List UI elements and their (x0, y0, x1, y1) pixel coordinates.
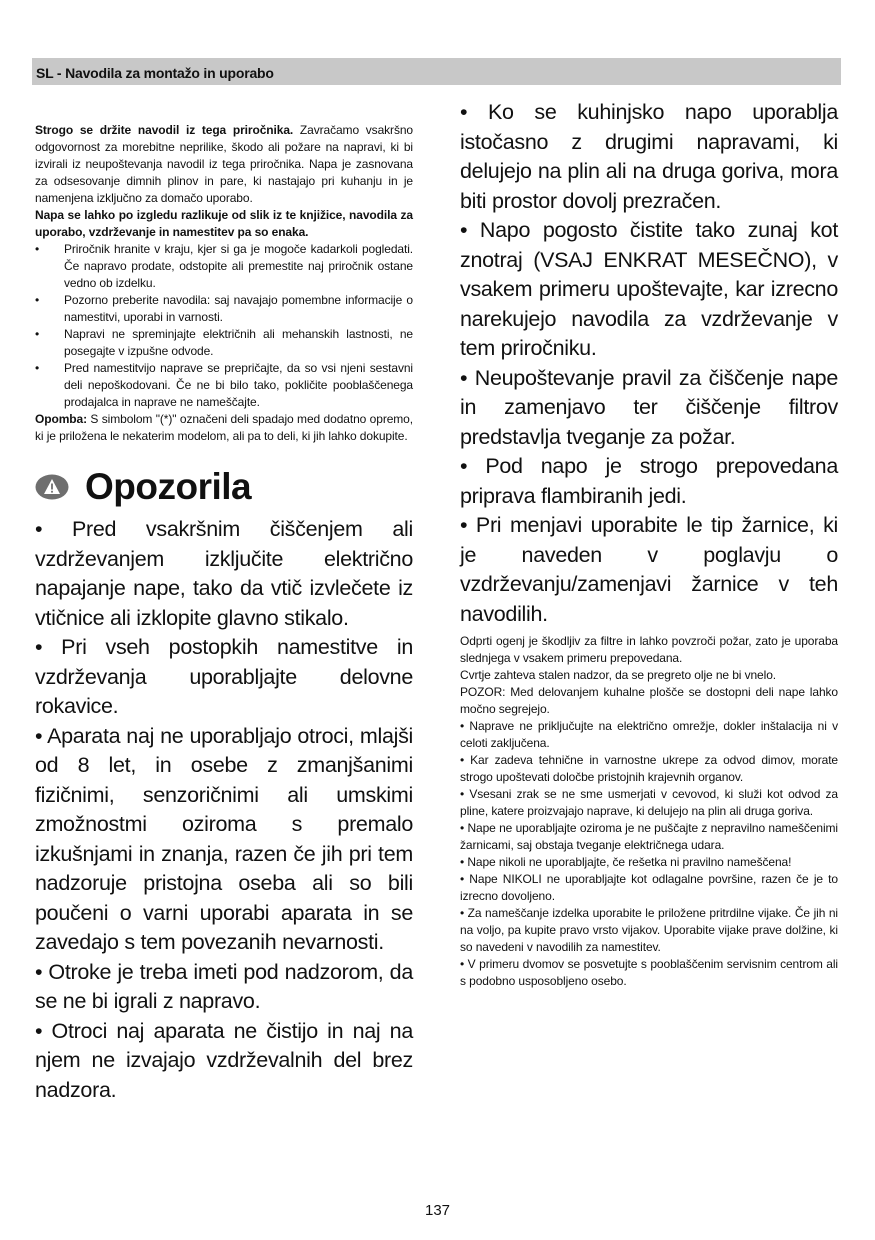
warnings-heading (35, 465, 413, 509)
safety-note: • V primeru dvomov se posvetujte s pooblaščenim servisnim centrom ali s podobno usposobljeno osebo. (460, 957, 838, 988)
note-paragraph (35, 411, 413, 445)
bullet-symbol: • (35, 361, 40, 375)
safety-note: • Nape nikoli ne uporabljajte, če rešetka ni pravilno nameščena! (460, 855, 792, 869)
warning-item: • Otroke je treba imeti pod nadzorom, da se ne bi igrali z napravo. (35, 959, 413, 1013)
warnings-title: Opozorila (85, 466, 252, 507)
list-item (35, 360, 413, 411)
list-item-text: Pred namestitvijo naprave se prepričajte, da so vsi njeni sestavni deli nepoškodovani. Če ne bi bilo tako, pokličite pooblaščenega prodajalca in naprave ne nameščajte. (64, 361, 413, 409)
list-item-text: Napravi ne spreminjajte električnih ali mehanskih lastnosti, ne posegajte v izpušne odvode. (64, 327, 413, 358)
warning-item: • Pod napo je strogo prepovedana priprava flambiranih jedi. (460, 454, 838, 508)
intro-bullet-list (35, 241, 413, 411)
safety-note: Cvrtje zahteva stalen nadzor, da se pregreto olje ne bi vnelo. (460, 668, 776, 682)
warning-icon-dot (51, 491, 53, 493)
list-item (35, 326, 413, 360)
safety-note: POZOR: Med delovanjem kuhalne plošče se dostopni deli nape lahko močno segrejejo. (460, 685, 838, 716)
note-label: Opomba: (35, 412, 87, 426)
warning-item: • Aparata naj ne uporabljajo otroci, mlajši od 8 let, in osebe z zmanjšanimi fizičnimi, senzoričnimi ali umskimi zmožnostmi oziroma s premalo izkušnjami in znanja, razen če jih pri tem nadzoruje pristojna oseba ali so bili poučeni o varni uporabi aparata in se zavedajo s tem povezanih nevarnosti. (35, 723, 413, 954)
safety-note: • Nape ne uporabljajte oziroma je ne puščajte z nepravilno nameščenimi žarnicami, saj obstaja tveganje električnega udara. (460, 821, 838, 852)
warning-item: • Pred vsakršnim čiščenjem ali vzdrževanjem izključite električno napajanje nape, tako da vtič izvlečete iz vtičnice ali izklopite glavno stikalo. (35, 517, 413, 630)
right-column (460, 98, 838, 990)
safety-note: • Za nameščanje izdelka uporabite le priložene pritrdilne vijake. Če jih ni na voljo, pa kupite pravo vrsto vijakov. Uporabite vijake prave dolžine, ki so navedeni v navodilih za namestitev. (460, 906, 838, 954)
safety-note: Odprti ogenj je škodljiv za filtre in lahko povzroči požar, zato je uporaba slednjega v vsakem primeru prepovedana. (460, 634, 838, 665)
warning-icon-bar (51, 484, 53, 490)
header-title: SL - Navodila za montažo in uporabo (36, 65, 274, 81)
note-text: S simbolom "(*)" označeni deli spadajo med dodatno opremo, ki je priložena le nekaterim modelom, ali pa to deli, ki jih lahko dokupite. (35, 412, 413, 443)
list-item (35, 292, 413, 326)
warning-item: • Pri vseh postopkih namestitve in vzdrževanja uporabljajte delovne rokavice. (35, 635, 413, 718)
appearance-note (35, 207, 413, 241)
left-column (35, 122, 413, 1105)
warning-item: • Napo pogosto čistite tako zunaj kot znotraj (VSAJ ENKRAT MESEČNO), v vsakem primeru upoštevajte, kar izrecno narekujejo navodila za vzdrževanje v tem priročniku. (460, 218, 838, 360)
safety-note: • Kar zadeva tehnične in varnostne ukrepe za odvod dimov, morate strogo upoštevati določbe pristojnih krajevnih organov. (460, 753, 838, 784)
intro-text: Zavračamo vsakršno odgovornost za morebitne neprilike, škodo ali požare na napravi, ki bi izvirali iz neupoštevanja navodil iz tega priročnika. Napa je zasnovana za odsesovanje dimnih plinov in pare, ki nastajajo pri kuhanju in je namenjena izključno za domačo uporabo. (35, 123, 413, 205)
warning-item: • Ko se kuhinjsko napo uporablja istočasno z drugimi napravami, ki delujejo na plin ali na druga goriva, mora biti prostor dovolj prezračen. (460, 100, 838, 213)
list-item-text: Priročnik hranite v kraju, kjer si ga je mogoče kadarkoli pogledati. Če napravo prodate, odstopite ali premestite naj priročnik ostane vedno ob izdelku. (64, 242, 413, 290)
safety-note: • Naprave ne priključujte na električno omrežje, dokler inštalacija ni v celoti zaključena. (460, 719, 838, 750)
warning-item: • Neupoštevanje pravil za čiščenje nape in zamenjavo ter čiščenje filtrov predstavlja tveganje za požar. (460, 365, 838, 449)
warning-icon (35, 474, 69, 500)
page-number: 137 (424, 1202, 451, 1219)
intro-paragraph (35, 122, 413, 207)
header-bar (32, 58, 841, 85)
intro-bold: Strogo se držite navodil iz tega priročnika. (35, 123, 294, 137)
warning-item: • Otroci naj aparata ne čistijo in naj na njem ne izvajajo vzdrževalnih del brez nadzora. (35, 1018, 413, 1102)
safety-note: • Vsesani zrak se ne sme usmerjati v cevovod, ki služi kot odvod za pline, katere proizvajajo naprave, ki delujejo na plin ali druga goriva. (460, 787, 838, 818)
list-item (35, 241, 413, 292)
bullet-symbol: • (35, 327, 40, 341)
bullet-symbol: • (35, 242, 40, 256)
bullet-symbol: • (35, 293, 40, 307)
list-item-text: Pozorno preberite navodila: saj navajajo pomembne informacije o namestitvi, uporabi in varnosti. (64, 293, 413, 324)
warning-item: • Pri menjavi uporabite le tip žarnice, ki je naveden v poglavju o vzdrževanju/zamenjavi žarnice v teh navodilih. (460, 513, 838, 626)
appearance-note-bold: Napa se lahko po izgledu razlikuje od slik iz te knjižice, navodila za uporabo, vzdrževanje in namestitev pa so enaka. (35, 208, 413, 239)
safety-note: • Nape NIKOLI ne uporabljajte kot odlagalne površine, razen če je to izrecno dovoljeno. (460, 872, 838, 903)
